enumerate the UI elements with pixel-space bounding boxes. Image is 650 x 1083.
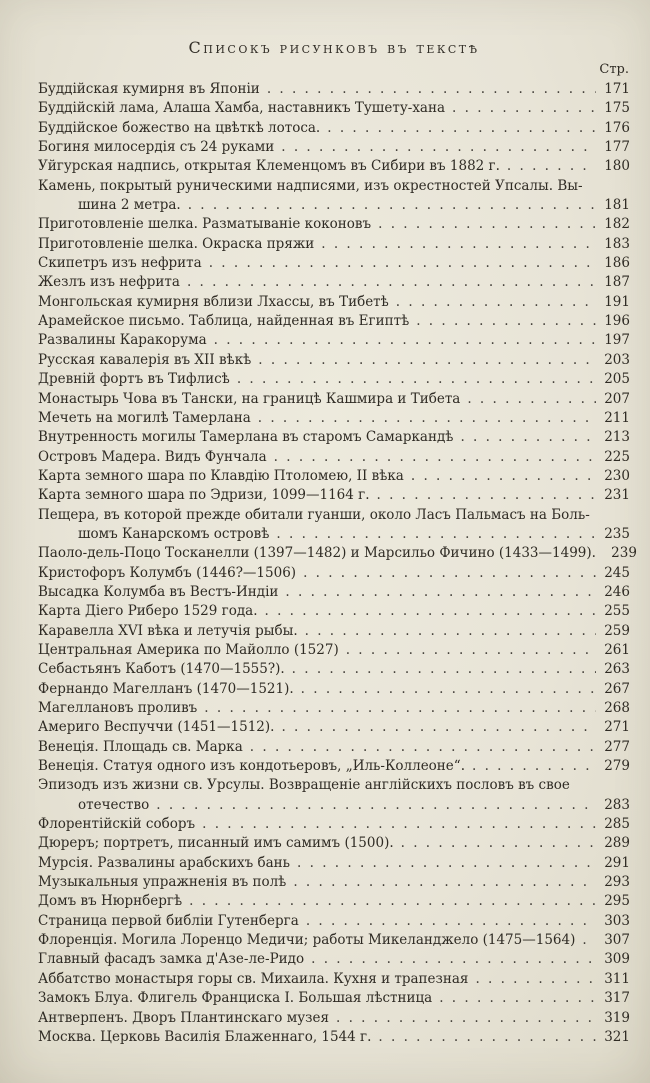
dot-leader — [264, 602, 596, 621]
entry-page-number: 183 — [604, 235, 630, 252]
entry-text: Пещера, въ которой прежде обитали гуанши, около Ласъ Пальмасъ на Боль- — [38, 506, 590, 523]
entry-text: Карта Діего Риберо 1529 года. — [38, 603, 258, 620]
entry-text: Карта земного шара по Эдризи, 1099—1164 г. — [38, 487, 370, 504]
dot-leader — [460, 428, 596, 447]
toc-entry — [38, 506, 630, 545]
dot-leader — [258, 351, 596, 370]
entry-page-number: 203 — [604, 351, 630, 368]
entry-page-number: 309 — [604, 951, 630, 968]
entry-text: Флоренція. Могила Лоренцо Медичи; работы Микеланджело (1475—1564) — [38, 932, 576, 949]
entry-text: Камень, покрытый руническими надписями, изъ окрестностей Упсалы. Вы- — [38, 177, 583, 194]
entry-text: Жезлъ изъ нефрита — [38, 274, 180, 291]
entry-page-number: 196 — [604, 313, 630, 330]
entry-page-number: 246 — [604, 583, 630, 600]
dot-leader — [156, 796, 596, 815]
entry-text: Приготовленіе шелка. Окраска пряжи — [38, 235, 315, 252]
dot-leader — [507, 157, 596, 176]
entry-page-number: 213 — [604, 429, 630, 446]
toc-list — [38, 80, 637, 1047]
entry-page-number: 177 — [604, 139, 630, 156]
toc-entry — [38, 757, 630, 776]
toc-entry — [38, 138, 630, 157]
toc-entry — [38, 854, 630, 873]
toc-entry — [38, 273, 630, 292]
toc-entry — [38, 641, 630, 660]
toc-entry — [38, 680, 630, 699]
entry-page-number: 311 — [604, 970, 630, 987]
entry-page-number: 175 — [604, 100, 630, 117]
dot-leader — [204, 699, 596, 718]
entry-text: Мурсія. Развалины арабскихъ бань — [38, 854, 291, 871]
entry-page-number: 255 — [604, 603, 630, 620]
dot-leader — [301, 680, 596, 699]
toc-entry — [38, 892, 630, 911]
toc-entry — [38, 370, 630, 389]
toc-entry — [38, 544, 637, 563]
entry-page-number: 268 — [604, 700, 630, 716]
toc-entry — [38, 1009, 630, 1028]
dot-leader — [346, 641, 596, 660]
entry-text: Русская кавалерія въ XII вѣкѣ — [38, 351, 252, 368]
dot-leader — [297, 854, 596, 873]
entry-page-number: 245 — [604, 564, 630, 581]
dot-leader — [202, 815, 596, 834]
entry-text: шина 2 метра. — [78, 197, 181, 214]
dot-leader — [303, 564, 596, 583]
entry-page-number: 321 — [604, 1028, 630, 1045]
entry-page-number: 261 — [604, 641, 630, 658]
entry-text: Внутренность могилы Тамерлана въ старомъ Самаркандѣ — [38, 429, 454, 446]
toc-entry — [38, 119, 630, 138]
entry-page-number: 277 — [604, 738, 630, 755]
dot-leader — [274, 448, 596, 467]
toc-entry — [38, 950, 630, 969]
toc-entry — [38, 873, 630, 892]
dot-leader — [467, 390, 596, 409]
entry-page-number: 231 — [604, 487, 630, 504]
entry-text: Кристофоръ Колумбъ (1446?—1506) — [38, 564, 297, 581]
dot-leader — [214, 331, 596, 350]
dot-leader — [306, 912, 596, 931]
toc-entry — [38, 80, 630, 99]
entry-page-number: 181 — [604, 197, 630, 214]
entry-text: Древній фортъ въ Тифлисѣ — [38, 371, 230, 388]
entry-page-number: 289 — [604, 835, 630, 852]
dot-leader — [293, 873, 596, 892]
entry-text: отечество — [78, 796, 150, 813]
toc-entry — [38, 235, 630, 254]
entry-text: Москва. Церковь Василія Блаженнаго, 1544 г. — [38, 1028, 372, 1045]
entry-text: Мечеть на могилѣ Тамерлана — [38, 409, 251, 426]
entry-text: Богиня милосердія съ 24 руками — [38, 139, 275, 156]
entry-text: Высадка Колумба въ Вестъ-Индіи — [38, 583, 279, 600]
dot-leader — [411, 467, 596, 486]
entry-page-number: 267 — [604, 680, 630, 697]
entry-page-number: 259 — [604, 622, 630, 639]
entry-page-number: 307 — [604, 932, 630, 949]
toc-entry — [38, 331, 630, 350]
dot-leader — [258, 409, 596, 428]
entry-text: Америго Веспуччи (1451—1512). — [38, 719, 275, 736]
dot-leader — [401, 834, 596, 853]
entry-page-number: 319 — [604, 1009, 630, 1026]
entry-page-number: 283 — [604, 796, 630, 813]
entry-page-number: 263 — [604, 661, 630, 678]
entry-page-number: 180 — [604, 158, 630, 175]
toc-entry — [38, 448, 630, 467]
dot-leader — [250, 738, 596, 757]
entry-text: Центральная Америка по Майолло (1527) — [38, 641, 339, 658]
toc-entry — [38, 815, 630, 834]
entry-text: Монгольская кумирня вблизи Лхассы, въ Тибетѣ — [38, 293, 389, 310]
entry-page-number: 279 — [604, 758, 630, 775]
dot-leader — [285, 583, 596, 602]
entry-page-number: 293 — [604, 874, 630, 891]
entry-page-number: 197 — [604, 332, 630, 349]
dot-leader — [321, 235, 596, 254]
entry-text: Страница первой библіи Гутенберга — [38, 912, 299, 929]
toc-entry — [38, 99, 630, 118]
dot-leader — [378, 1028, 596, 1047]
toc-entry — [38, 738, 630, 757]
page-column-header: Стр. — [599, 62, 629, 77]
entry-text: Паоло-дель-Поцо Тосканелли (1397—1482) и Марсильо Фичино (1433—1499). — [38, 545, 596, 562]
entry-page-number: 191 — [604, 293, 630, 310]
toc-entry — [38, 215, 630, 234]
toc-entry — [38, 312, 630, 331]
entry-text: Буддійское божество на цвѣткѣ лотоса. — [38, 119, 321, 136]
entry-text: Магеллановъ проливъ — [38, 700, 198, 716]
toc-entry — [38, 177, 630, 216]
entry-page-number: 187 — [604, 274, 630, 291]
dot-leader — [452, 99, 596, 118]
toc-entry — [38, 622, 630, 641]
dot-leader — [327, 119, 596, 138]
toc-entry — [38, 660, 630, 679]
toc-entry — [38, 834, 630, 853]
entry-page-number: 317 — [604, 990, 630, 1007]
toc-entry — [38, 486, 630, 505]
toc-entry — [38, 293, 630, 312]
toc-entry — [38, 390, 630, 409]
toc-entry — [38, 409, 630, 428]
entry-text: Эпизодъ изъ жизни св. Урсулы. Возвращеніе англійскихъ пословъ въ свое — [38, 777, 570, 794]
entry-text: Фернандо Магелланъ (1470—1521). — [38, 680, 294, 697]
entry-text: Музыкальныя упражненія въ полѣ — [38, 874, 287, 891]
dot-leader — [281, 718, 596, 737]
entry-page-number: 211 — [604, 409, 630, 426]
entry-text: Венеція. Площадь св. Марка — [38, 738, 243, 755]
dot-leader — [267, 80, 596, 99]
dot-leader — [237, 370, 596, 389]
dot-leader — [582, 931, 596, 950]
entry-text: Развалины Каракорума — [38, 332, 207, 349]
dot-leader — [281, 138, 596, 157]
toc-entry — [38, 912, 630, 931]
entry-text: Карта земного шара по Клавдію Птоломею, II вѣка — [38, 467, 404, 484]
entry-text: Себастьянъ Каботъ (1470—1555?). — [38, 661, 285, 678]
toc-entry — [38, 583, 630, 602]
entry-page-number: 285 — [604, 816, 630, 833]
entry-text: Монастырь Чова въ Тански, на границѣ Кашмира и Тибета — [38, 390, 461, 407]
dot-leader — [472, 757, 596, 776]
entry-text: Венеція. Статуя одного изъ кондотьеровъ, „Иль-Коллеоне“. — [38, 758, 465, 775]
dot-leader — [475, 970, 596, 989]
toc-entry — [38, 970, 630, 989]
toc-entry — [38, 1028, 630, 1047]
toc-entry — [38, 776, 630, 815]
dot-leader — [396, 293, 596, 312]
entry-text: Островъ Мадера. Видъ Фунчала — [38, 448, 267, 465]
toc-entry — [38, 351, 630, 370]
entry-page-number: 291 — [604, 854, 630, 871]
dot-leader — [311, 950, 596, 969]
entry-text: Арамейское письмо. Таблица, найденная въ Египтѣ — [38, 313, 410, 330]
entry-page-number: 271 — [604, 719, 630, 736]
entry-page-number: 182 — [604, 216, 630, 233]
dot-leader — [439, 989, 596, 1008]
dot-leader — [336, 1009, 596, 1028]
entry-text: Скипетръ изъ нефрита — [38, 255, 202, 272]
toc-entry — [38, 718, 630, 737]
page-title: Списокъ рисунковъ въ текстѣ — [188, 38, 480, 57]
entry-text: Флорентійскій соборъ — [38, 816, 196, 833]
entry-page-number: 230 — [604, 467, 630, 484]
dot-leader — [276, 525, 596, 544]
entry-page-number: 207 — [604, 390, 630, 407]
entry-text: Буддійская кумирня въ Японіи — [38, 81, 260, 97]
dot-leader — [416, 312, 596, 331]
entry-page-number: 205 — [604, 371, 630, 388]
entry-text: Буддійскій лама, Алаша Хамба, наставникъ Тушету-хана — [38, 100, 446, 117]
toc-entry — [38, 699, 630, 718]
entry-text: Приготовленіе шелка. Разматываніе коконовъ — [38, 216, 372, 233]
dot-leader — [209, 254, 596, 273]
entry-page-number: 225 — [604, 448, 630, 465]
entry-page-number: 239 — [611, 545, 637, 562]
toc-entry — [38, 254, 630, 273]
dot-leader — [378, 215, 596, 234]
entry-text: Домъ въ Нюрнбергѣ — [38, 893, 183, 910]
entry-page-number: 186 — [604, 255, 630, 272]
dot-leader — [305, 622, 596, 641]
entry-text: Каравелла XVI вѣка и летучія рыбы. — [38, 622, 298, 639]
dot-leader — [377, 486, 596, 505]
dot-leader — [189, 892, 596, 911]
entry-text: Антверпенъ. Дворъ Плантинскаго музея — [38, 1009, 330, 1026]
entry-text: шомъ Канарскомъ островѣ — [78, 525, 270, 542]
toc-entry — [38, 931, 630, 950]
entry-page-number: 176 — [604, 119, 630, 136]
entry-text: Аббатство монастыря горы св. Михаила. Кухня и трапезная — [38, 970, 469, 987]
dot-leader — [188, 196, 596, 215]
entry-page-number: 295 — [604, 893, 630, 910]
entry-text: Главный фасадъ замка д'Азе-ле-Ридо — [38, 951, 305, 968]
toc-entry — [38, 157, 630, 176]
entry-page-number: 303 — [604, 912, 630, 929]
entry-text: Дюреръ; портретъ, писанный имъ самимъ (1500). — [38, 835, 394, 852]
dot-leader — [187, 273, 596, 292]
entry-page-number: 235 — [604, 525, 630, 542]
toc-entry — [38, 467, 630, 486]
toc-entry — [38, 564, 630, 583]
dot-leader — [292, 660, 596, 679]
entry-page-number: 171 — [604, 81, 630, 97]
toc-entry — [38, 989, 630, 1008]
entry-text: Замокъ Блуа. Флигель Франциска I. Большая лѣстница — [38, 990, 433, 1007]
entry-text: Уйгурская надпись, открытая Клеменцомъ въ Сибири въ 1882 г. — [38, 158, 500, 175]
toc-entry — [38, 428, 630, 447]
toc-entry — [38, 602, 630, 621]
